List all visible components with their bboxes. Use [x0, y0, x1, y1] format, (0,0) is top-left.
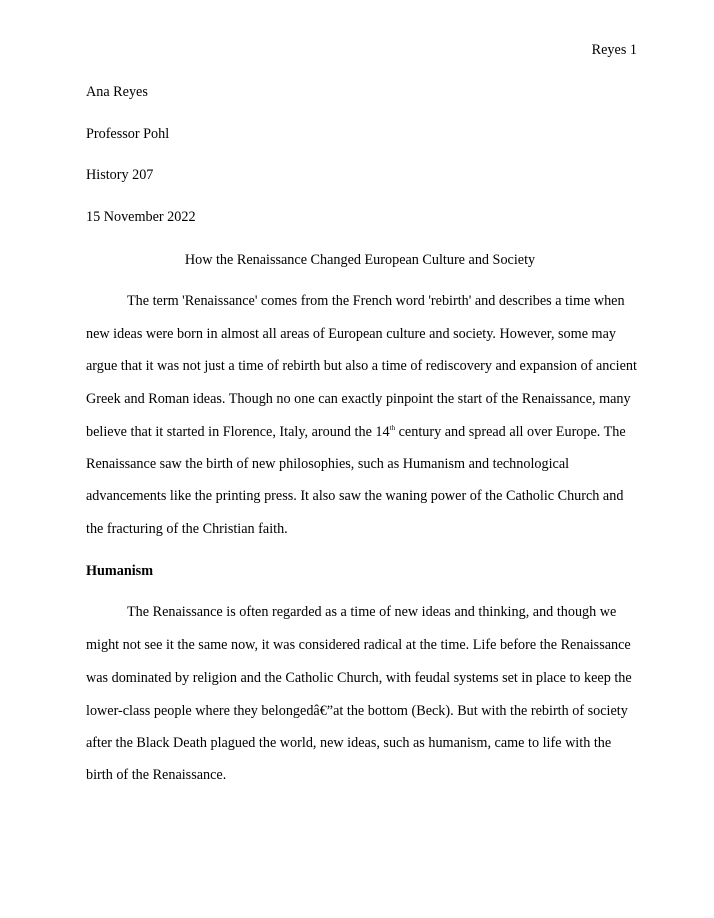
intro-line-5: [86, 424, 626, 440]
section-line-3: was dominated by religion and the Catholic Church, with feudal systems set in place to keep the: [86, 670, 632, 686]
section-line-1: The Renaissance is often regarded as a time of new ideas and thinking, and though we: [127, 604, 617, 620]
section-heading: Humanism: [86, 563, 154, 579]
intro-line-1: The term 'Renaissance' comes from the French word 'rebirth' and describes a time when: [127, 293, 625, 309]
intro-line-8: the fracturing of the Christian faith.: [86, 521, 288, 537]
intro-line-6: Renaissance saw the birth of new philosophies, such as Humanism and technological: [86, 456, 570, 472]
paper-title: How the Renaissance Changed European Culture and Society: [184, 252, 536, 268]
intro-line-2: new ideas were born in almost all areas of European culture and society. However, some may: [86, 326, 616, 342]
professor-name: Professor Pohl: [86, 126, 170, 142]
ordinal-suffix: th: [389, 424, 396, 432]
intro-line-5-end: century and spread all over Europe. The: [395, 424, 626, 440]
intro-line-7: advancements like the printing press. It also saw the waning power of the Catholic Church and: [86, 488, 624, 504]
running-head: Reyes 1: [591, 42, 637, 58]
section-line-5: after the Black Death plagued the world, new ideas, such as humanism, came to life with the: [86, 735, 612, 751]
section-line-2: might not see it the same now, it was considered radical at the time. Life before the Renaissance: [86, 637, 631, 653]
intro-line-4: Greek and Roman ideas. Though no one can exactly pinpoint the start of the Renaissance, many: [86, 391, 631, 407]
intro-line-5-start: believe that it started in Florence, Italy, around the 14: [86, 424, 390, 440]
section-line-6: birth of the Renaissance.: [86, 767, 227, 783]
section-line-4: lower-class people where they belongedâ€”at the bottom (Beck). But with the rebirth of society: [86, 703, 628, 719]
intro-line-3: argue that it was not just a time of rebirth but also a time of rediscovery and expansion of ancient: [86, 358, 637, 374]
paper-date: 15 November 2022: [86, 209, 196, 225]
author-name: Ana Reyes: [86, 84, 148, 100]
course-name: History 207: [86, 167, 154, 183]
